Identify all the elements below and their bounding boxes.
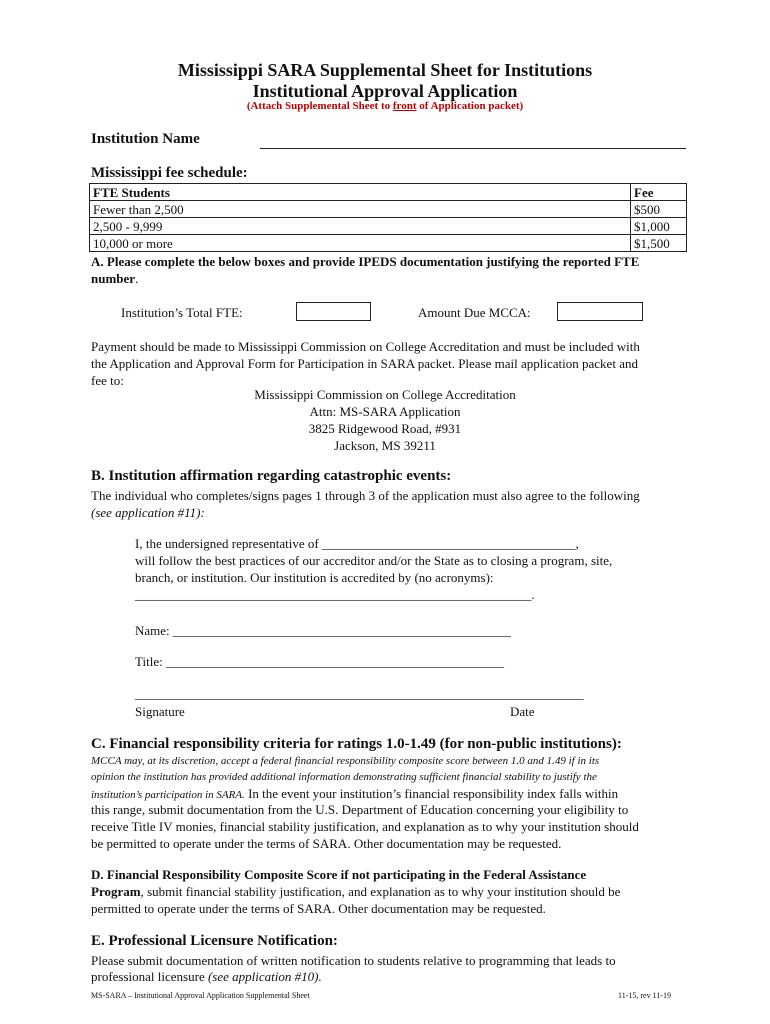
fee-schedule-table [89,183,687,252]
section-c-italic-1: MCCA may, at its discretion, accept a federal financial responsibility composite score between 1.0 and 1.49 if in its [91,755,600,767]
section-d-line-2 [91,883,620,900]
fte-label: Institution’s Total FTE: [121,305,243,320]
follow-line: will follow the best practices of our accreditor and/or the State as to closing a program, site, [135,553,613,568]
section-c-line-5: receive Title IV monies, financial stability justification, and explanation as to why your institution should [91,819,639,834]
address-line-1: Mississippi Commission on College Accreditation [254,387,516,402]
signature-label: Signature [135,704,185,719]
section-c-line-3-rest: In the event your institution’s financial responsibility index falls within [244,786,619,801]
section-c-line-4: this range, submit documentation from the U.S. Department of Education concerning your eligibility to [91,802,629,817]
fee-cell: $1,500 [631,235,687,252]
accreditor-blank[interactable]: _____________________________________________________________. [135,587,535,602]
section-e-line-1: Please submit documentation of written notification to students relative to programming that leads to [91,953,616,968]
branch-line: branch, or institution. Our institution is accredited by (no acronyms): [135,570,494,585]
address-line-4: Jackson, MS 39211 [334,438,436,453]
institution-name-field[interactable] [260,148,686,149]
signature-date-line[interactable]: _____________________________________________________________________ [135,686,584,701]
section-c-line-6: be permitted to operate under the terms of SARA. Other documentation may be requested. [91,836,562,851]
fee-cell: $1,000 [631,218,687,235]
section-a-heading-cont [91,270,138,287]
section-e-line-2 [91,968,322,985]
section-a-period: . [135,271,139,286]
table-header-row [90,184,687,201]
attach-note [0,100,770,112]
payment-text-3: fee to: [91,373,124,388]
table-row [90,235,687,252]
section-d-heading: D. Financial Responsibility Composite Score if not participating in the Federal Assistance [91,867,587,882]
attach-note-front: front [392,100,417,112]
page-subtitle: Institutional Approval Application [252,81,518,101]
address-line-2: Attn: MS-SARA Application [309,404,461,419]
attach-note-post: of Application packet) [416,100,524,112]
amount-due-label: Amount Due MCCA: [418,305,531,320]
amount-due-input-box[interactable] [557,302,643,321]
page-title: Mississippi SARA Supplemental Sheet for Institutions [177,60,593,80]
payment-text-1: Payment should be made to Mississippi Commission on College Accreditation and must be included with [91,339,640,354]
fee-cell: $500 [631,201,687,218]
fte-cell: Fewer than 2,500 [90,201,631,218]
section-c-italic-2: opinion the institution has provided additional information demonstrating sufficient financial stability to justify the [91,771,597,783]
section-d-program-word: Program [91,884,141,899]
col-fee: Fee [631,184,687,201]
section-e-line-2-pre: professional licensure [91,969,208,984]
section-a-heading: A. Please complete the below boxes and provide IPEDS documentation justifying the reported FTE [91,254,640,269]
fte-input-box[interactable] [296,302,371,321]
fee-schedule-heading: Mississippi fee schedule: [91,165,248,181]
title-field[interactable]: Title: ____________________________________________________ [135,654,504,669]
section-a-heading-number: number [91,271,136,286]
section-d-line-2-rest: , submit financial stability justification, and explanation as to why your institution should be [140,884,621,899]
section-e-line-2-italic: (see application #10). [207,969,322,984]
section-b-heading: B. Institution affirmation regarding catastrophic events: [91,468,452,484]
section-c-heading: C. Financial responsibility criteria for ratings 1.0-1.49 (for non-public institutions): [91,736,622,752]
fte-cell: 2,500 - 9,999 [90,218,631,235]
section-d-line-3: permitted to operate under the terms of SARA. Other documentation may be requested. [91,901,546,916]
institution-name-label: Institution Name [91,131,200,147]
address-line-3: 3825 Ridgewood Road, #931 [308,421,462,436]
footer-left: MS-SARA – Institutional Approval Application Supplemental Sheet [91,991,310,1000]
name-field[interactable]: Name: ____________________________________________________ [135,623,511,638]
attach-note-pre: (Attach Supplemental Sheet to [246,100,393,112]
col-fte-students: FTE Students [90,184,631,201]
table-row [90,201,687,218]
section-b-intro-1: The individual who completes/signs pages 1 through 3 of the application must also agree to the following [91,488,640,503]
undersigned-line[interactable]: I, the undersigned representative of _______________________________________, [135,536,579,551]
section-e-heading: E. Professional Licensure Notification: [91,933,338,949]
payment-text-2: the Application and Approval Form for Participation in SARA packet. Please mail application packet and [91,356,638,371]
footer-right: 11-15, rev 11-19 [618,991,671,1000]
table-row [90,218,687,235]
fte-cell: 10,000 or more [90,235,631,252]
section-c-italic-3: institution’s participation in SARA. [91,789,245,801]
date-label: Date [510,704,535,719]
section-b-intro-2: (see application #11): [91,505,205,520]
